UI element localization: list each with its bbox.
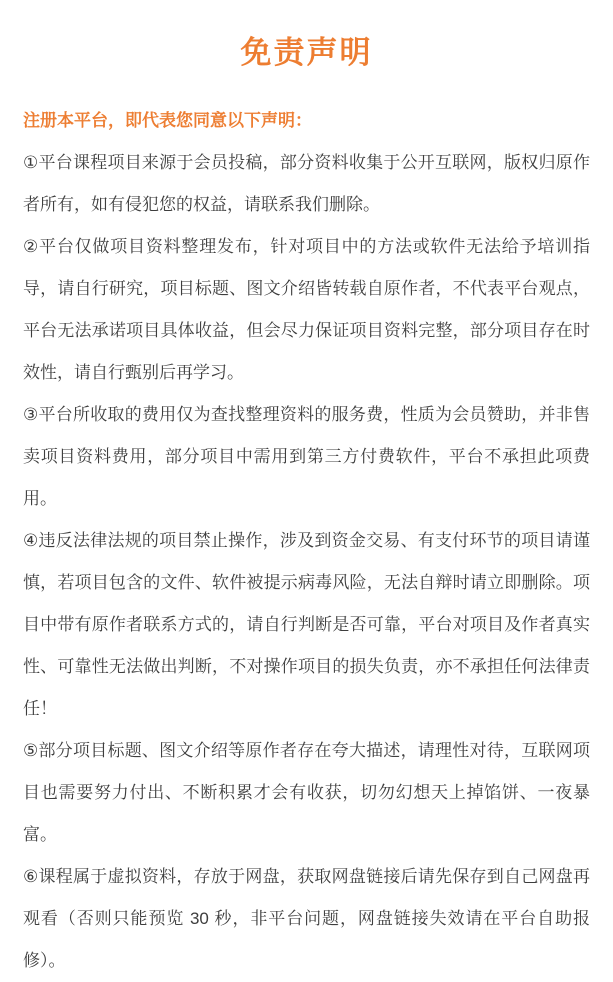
document-body [23, 100, 590, 982]
disclaimer-paragraph: ①平台课程项目来源于会员投稿，部分资料收集于公开互联网，版权归原作者所有，如有侵犯您的权益，请联系我们删除。 [23, 153, 590, 214]
disclaimer-paragraph: ②平台仅做项目资料整理发布，针对项目中的方法或软件无法给予培训指导，请自行研究，项目标题、图文介绍皆转载自原作者，不代表平台观点，平台无法承诺项目具体收益，但会尽力保证项目资料完整，部分项目存在时效性，请自行甄别后再学习。 [23, 237, 590, 382]
disclaimer-paragraph: ④违反法律法规的项目禁止操作，涉及到资金交易、有支付环节的项目请谨慎，若项目包含的文件、软件被提示病毒风险，无法自辩时请立即删除。项目中带有原作者联系方式的，请自行判断是否可靠，平台对项目及作者真实性、可靠性无法做出判断，不对操作项目的损失负责，亦不承担任何法律责任！ [23, 531, 590, 718]
disclaimer-paragraph-list [23, 142, 590, 982]
intro-statement: 注册本平台，即代表您同意以下声明： [23, 111, 312, 130]
page-title: 免责声明 [240, 35, 373, 70]
disclaimer-paragraph: ⑥课程属于虚拟资料，存放于网盘，获取网盘链接后请先保存到自己网盘再观看（否则只能预览 30 秒，非平台问题，网盘链接失效请在平台自助报修）。 [23, 867, 590, 970]
disclaimer-paragraph: ③平台所收取的费用仅为查找整理资料的服务费，性质为会员赞助，并非售卖项目资料费用，部分项目中需用到第三方付费软件，平台不承担此项费用。 [23, 405, 590, 508]
disclaimer-document-page [0, 33, 613, 970]
disclaimer-paragraph: ⑤部分项目标题、图文介绍等原作者存在夸大描述，请理性对待，互联网项目也需要努力付出、不断积累才会有收获，切勿幻想天上掉馅饼、一夜暴富。 [23, 741, 590, 844]
